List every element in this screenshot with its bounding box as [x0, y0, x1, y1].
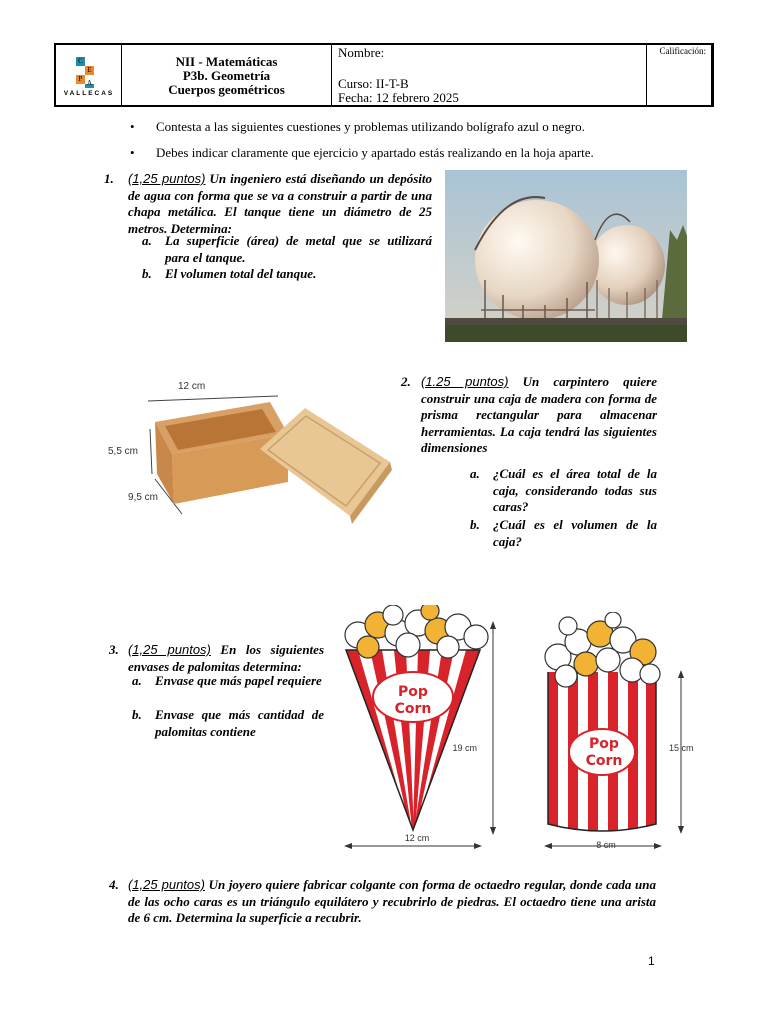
question-2-text: (1.25 puntos) Un carpintero quiere construir una caja de madera con forma de prisma rectangular para almacenar herramientas. La caja tendrá las siguientes dimensiones: [421, 374, 658, 455]
student-info: [332, 45, 647, 105]
calificacion-label: Calificación:: [659, 46, 706, 56]
question-number: 2.: [401, 374, 411, 389]
spherical-tanks-photo: [445, 170, 687, 342]
page-number: 1: [648, 954, 655, 968]
question-1-text: (1,25 puntos) Un ingeniero está diseñando un depósito de agua con forma que se va a construir a partir de una chapa metálica. El tanque tiene un diámetro de 25 metros. Determina:: [128, 171, 433, 236]
cone-diameter-label: 12 cm: [404, 833, 430, 843]
cone-height-label: 19 cm: [452, 743, 477, 753]
wooden-box-image: [100, 374, 396, 544]
svg-text:Pop: Pop: [589, 736, 619, 752]
grade-box: [647, 45, 712, 105]
cylinder-height-label: 15 cm: [669, 743, 694, 753]
svg-text:Pop: Pop: [398, 684, 428, 700]
popcorn-cone-image: [338, 605, 508, 855]
fecha-label: Fecha: 12 febrero 2025: [338, 90, 459, 105]
svg-text:Corn: Corn: [585, 753, 623, 769]
popcorn-cylinder-image: [538, 612, 698, 855]
question-number: 4.: [109, 877, 119, 892]
nombre-label: Nombre:: [338, 45, 385, 60]
curso-label: Curso: II-T-B: [338, 76, 409, 91]
header-table: [54, 43, 714, 107]
dim-length-label: 12 cm: [178, 381, 206, 392]
school-logo: C E P A VALLECAS: [56, 45, 122, 105]
dim-height-label: 5,5 cm: [108, 446, 139, 457]
question-4-text: (1,25 puntos) Un joyero quiere fabricar colgante con forma de octaedro regular, donde cada una de las ocho caras es un triángulo equilátero y recubrirlo de piedras. El octaedro tiene una arista de 6 cm. Determina la superficie a recubrir.: [128, 877, 656, 925]
cylinder-diameter-label: 8 cm: [596, 840, 616, 850]
question-3-text: (1,25 puntos) En los siguientes envases de palomitas determina:: [128, 642, 325, 674]
question-number: 1.: [104, 171, 114, 186]
question-number: 3.: [109, 642, 119, 657]
svg-text:Corn: Corn: [394, 701, 432, 717]
document-title: NII - Matemáticas P3b. Geometría Cuerpos geométricos: [122, 45, 332, 105]
logo-text: VALLECAS: [63, 90, 115, 97]
dim-width-label: 9,5 cm: [128, 492, 159, 503]
